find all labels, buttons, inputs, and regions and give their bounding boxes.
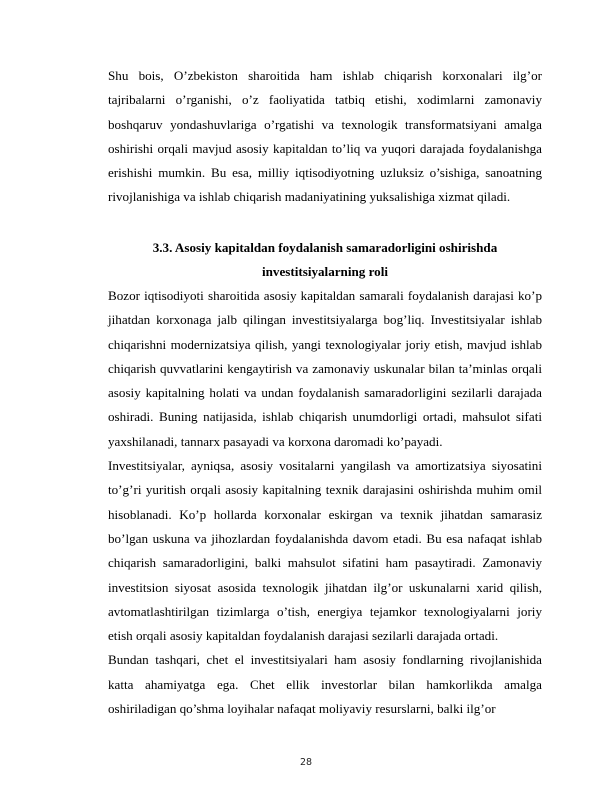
heading-line-2: investitsiyalarning roli xyxy=(262,264,388,280)
page-number: 28 xyxy=(299,757,313,768)
heading-line-1: 3.3. Asosiy kapitaldan foydalanish samaradorligini oshirishda xyxy=(152,240,498,255)
paragraph-1: Shu bois, O’zbekiston sharoitida ham ishlab chiqarish korxonalari ilg’or tajribalarni o’rganishi, o’z faoliyatida tatbiq etishi, xodimlarni zamonaviy boshqaruv yondashuvlariga o’rgatishi va texnologik transformatsiyani amalga oshirishi orqali mavjud asosiy kapitaldan to’liq va yuqori darajada foydalanishga erishishi mumkin. Bu esa, milliy iqtisodiyotning uzluksiz o’sishiga, sanoatning rivojlanishiga va ishlab chiqarish madaniyatining yuksalishiga xizmat qiladi. xyxy=(108,68,542,205)
paragraph-3: Investitsiyalar, ayniqsa, asosiy vositalarni yangilash va amortizatsiya siyosatini to’g’ri yuritish orqali asosiy kapitalning texnik darajasini oshirishda muhim omil hisoblanadi. Ko’p hollarda korxonalar eskirgan va texnik jihatdan samarasiz bo’lgan uskuna va jihozlardan foydalanishda davom etadi. Bu esa nafaqat ishlab chiqarish samaradorligini, balki mahsulot sifatini ham pasaytiradi. Zamonaviy investitsion siyosat asosida texnologik jihatdan ilg’or uskunalarni xarid qilish, avtomatlashtirilgan tizimlarga o’tish, energiya tejamkor texnologiyalarni joriy etish orqali asosiy kapitaldan foydalanish darajasi sezilarli darajada ortadi. xyxy=(108,458,542,644)
text-block-bottom xyxy=(108,284,542,721)
section-heading xyxy=(108,236,542,285)
paragraph-2: Bozor iqtisodiyoti sharoitida asosiy kapitaldan samarali foydalanish darajasi ko’p jihatdan korxonaga jalb qilingan investitsiyalarga bog’liq. Investitsiyalar ishlab chiqarishni modernizatsiya qilish, yangi texnologiyalar joriy etish, mavjud ishlab chiqarish quvvatlarini kengaytirish va zamonaviy uskunalar bilan ta’minlas orqali asosiy kapitalning holati va undan foydalanish samaradorligini sezilarli darajada oshiradi. Buning natijasida, ishlab chiqarish unumdorligi ortadi, mahsulot sifati yaxshilanadi, tannarx pasayadi va korxona daromadi ko’payadi. xyxy=(108,288,542,449)
text-block-top xyxy=(108,64,542,210)
paragraph-4: Bundan tashqari, chet el investitsiyalari ham asosiy fondlarning rivojlanishida katta ahamiyatga ega. Chet ellik investorlar bilan hamkorlikda amalga oshiriladigan qo’shma loyihalar nafaqat moliyaviy resurslarni, balki ilg’or xyxy=(108,652,542,717)
